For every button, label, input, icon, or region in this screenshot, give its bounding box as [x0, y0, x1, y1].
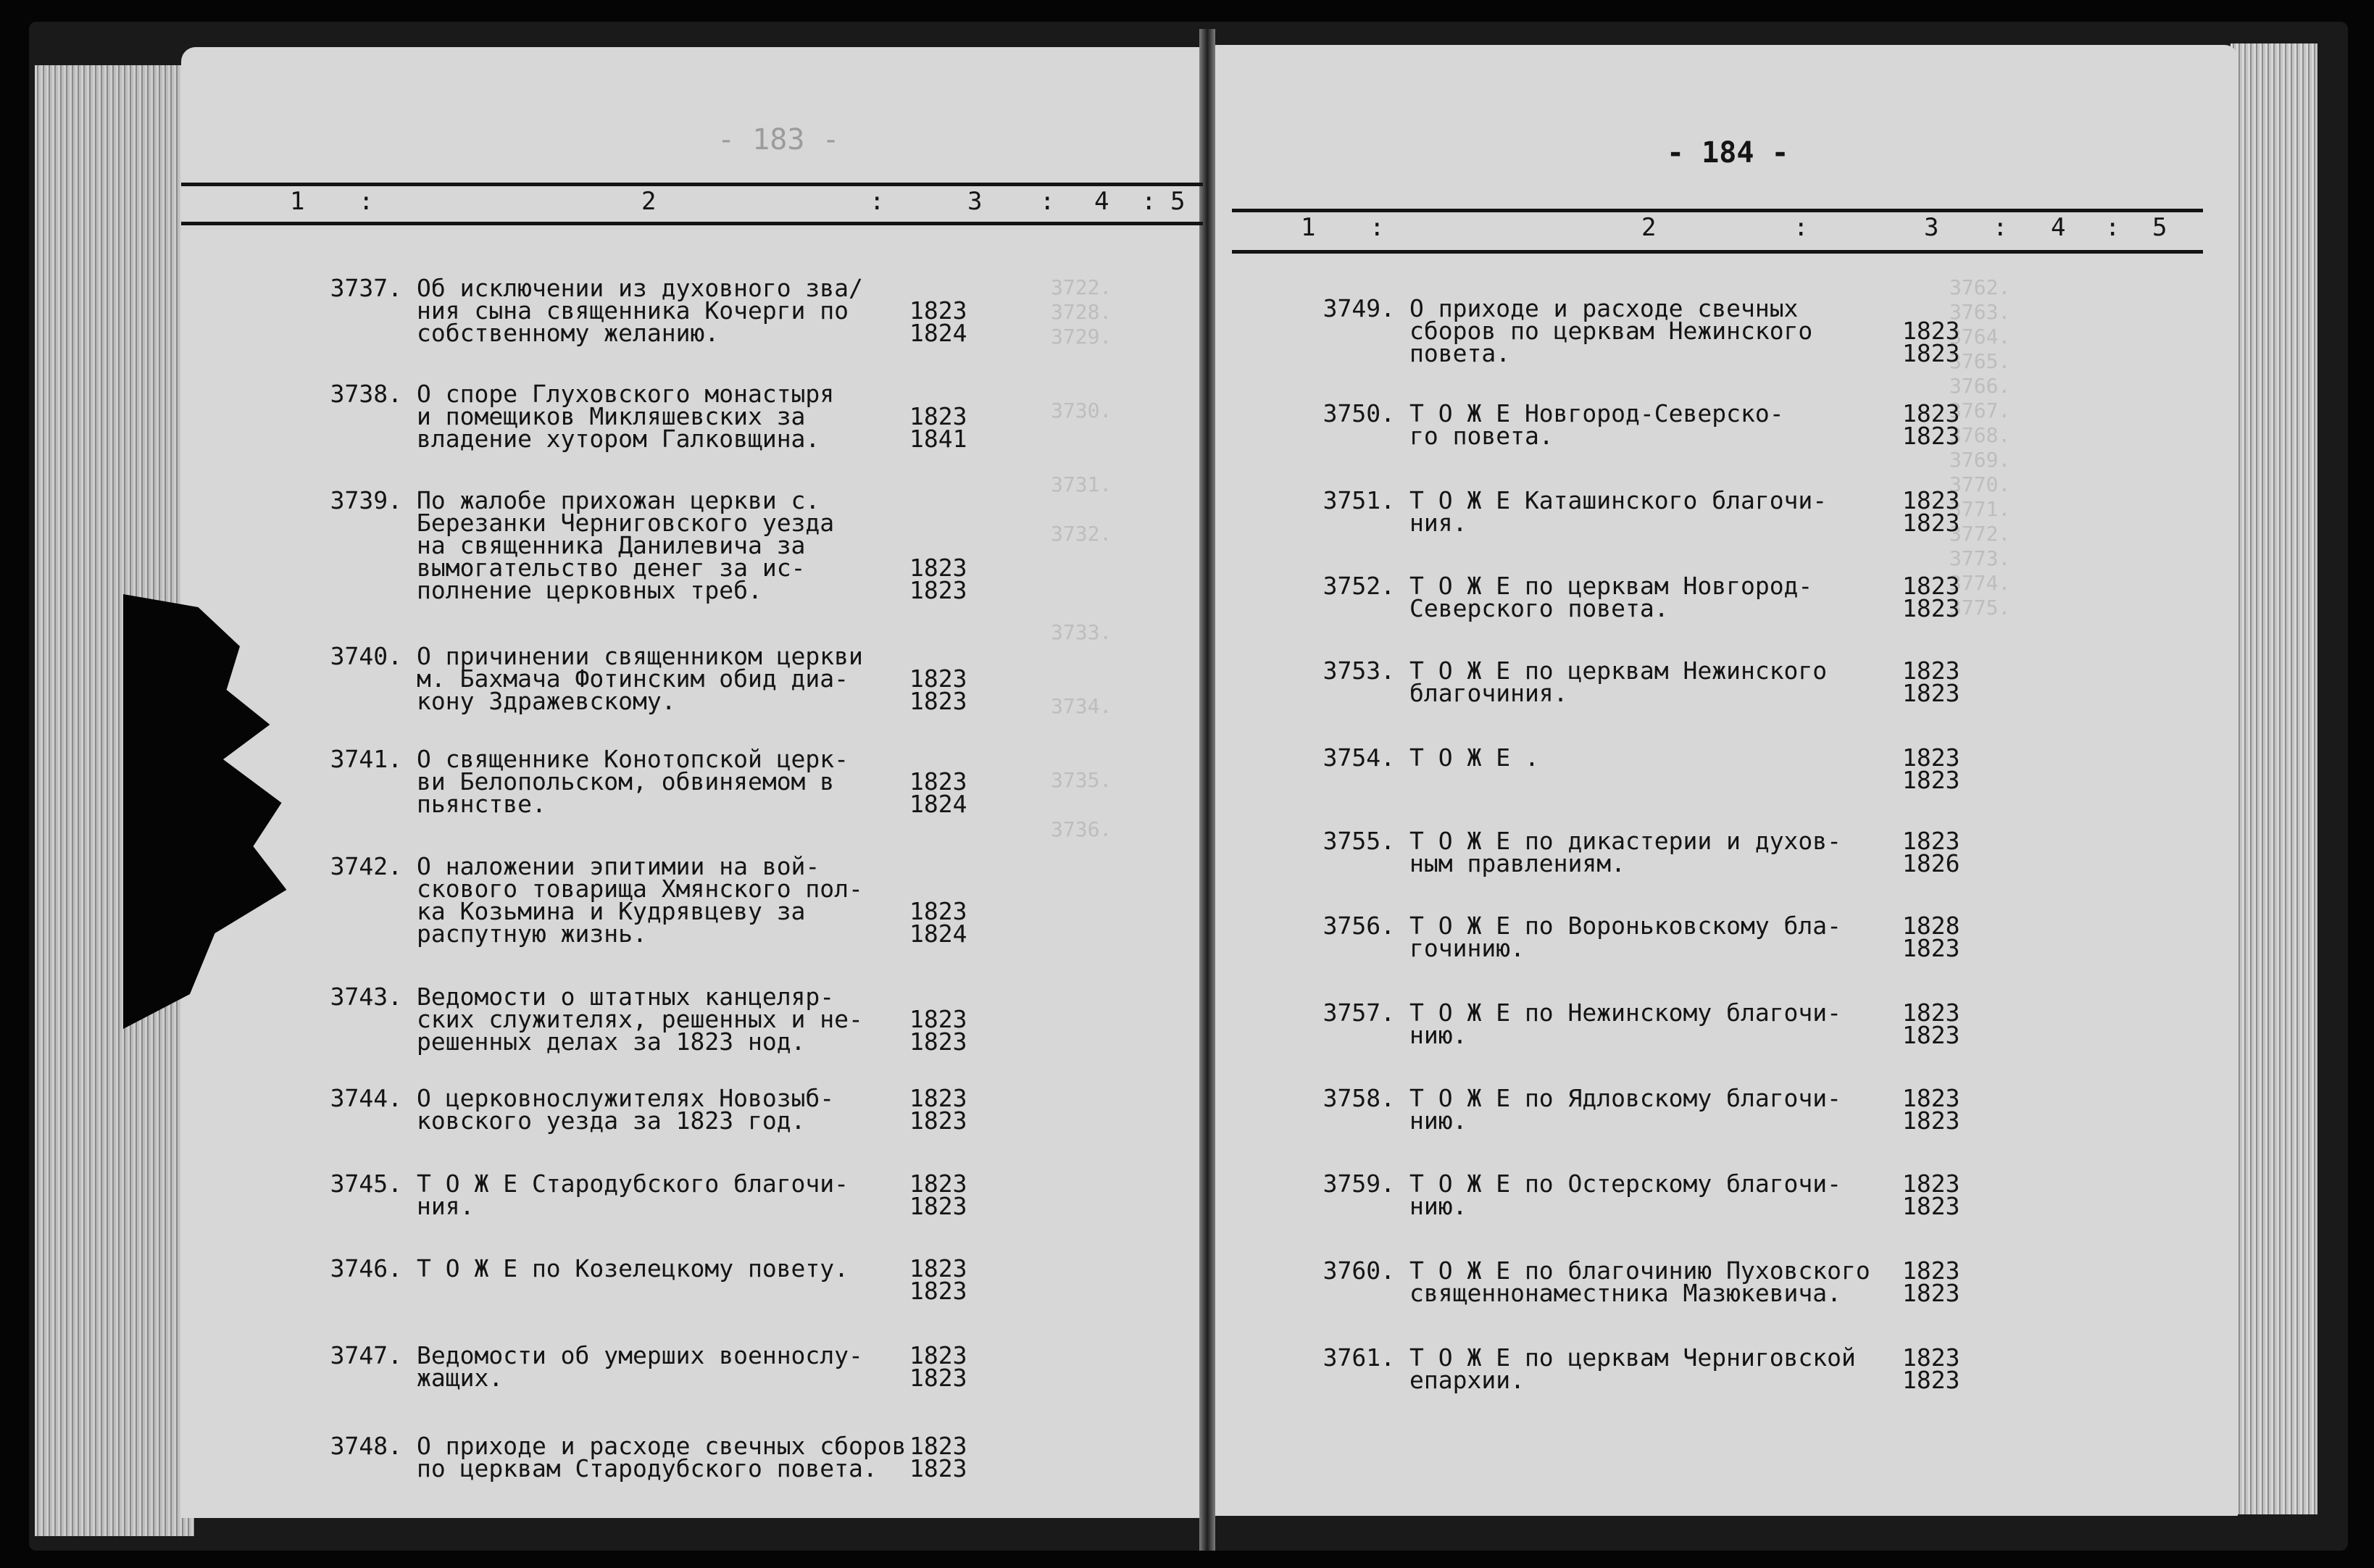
entry-year: 1823	[1902, 509, 1960, 537]
entry-year: 1823	[1902, 339, 1960, 367]
entry-year: 1823	[909, 1432, 967, 1460]
entry-description: Т О Ж Е Новгород-Северско- го повета.	[1409, 399, 1784, 450]
entry-number: 3758.	[1323, 1084, 1395, 1112]
entry-year: 1823	[1902, 1021, 1960, 1049]
entry-years	[909, 897, 996, 948]
column-header-label: 5	[2152, 213, 2167, 242]
entry-year: 1823	[909, 1364, 967, 1392]
entry-year: 1824	[909, 790, 967, 818]
entry-description: О церковнослужителях Новозыб- ковского уезда за 1823 год.	[417, 1084, 835, 1135]
entry-year: 1823	[1902, 1106, 1960, 1135]
entry-number: 3746.	[330, 1254, 402, 1283]
right-page-number: - 184 -	[1667, 136, 1789, 170]
entry-year: 1823	[1902, 766, 1960, 794]
entry-year: 1823	[909, 296, 967, 325]
entry-years	[909, 1432, 996, 1482]
column-header-label: :	[2105, 213, 2120, 242]
entry-number: 3759.	[1323, 1169, 1395, 1198]
entry-description: Об исключении из духовного зва/ ния сына священника Кочерги по собственному желанию.	[417, 274, 863, 347]
entry-number: 3751.	[1323, 486, 1395, 514]
entry-number: 3741.	[330, 745, 402, 773]
entry-description: По жалобе прихожан церкви с. Березанки Черниговского уезда на священника Данилевича за вымогательство денег за ис- полнение церковных треб.	[417, 486, 835, 604]
entry-year: 1823	[1902, 1256, 1960, 1285]
entry-year: 1823	[909, 402, 967, 430]
entry-year: 1823	[909, 1254, 967, 1283]
column-header-label: 2	[641, 187, 657, 216]
right-page-edges	[2231, 43, 2317, 1514]
entry-description: Т О Ж Е по дикастерии и духов- ным правлениям.	[1409, 827, 1842, 877]
entry-description: Ведомости об умерших военнослу- жащих.	[417, 1341, 863, 1392]
entry-year: 1823	[1902, 572, 1960, 600]
entry-year: 1823	[1902, 317, 1960, 345]
entry-number: 3743.	[330, 983, 402, 1011]
entry-number: 3738.	[330, 380, 402, 408]
entry-number: 3755.	[1323, 827, 1395, 855]
entry-description: О споре Глуховского монастыря и помещиков Микляшевских за владение хутором Галковщина.	[417, 380, 835, 453]
entry-year: 1823	[1902, 827, 1960, 855]
entry-year: 1823	[1902, 594, 1960, 622]
entry-year: 1828	[1902, 912, 1960, 940]
entry-description: Т О Ж Е по Нежинскому благочи- нию.	[1409, 998, 1842, 1049]
entry-description: Т О Ж Е Каташинского благочи- ния.	[1409, 486, 1828, 537]
entry-years	[1902, 1169, 1989, 1220]
entry-years	[909, 1169, 996, 1220]
left-header-rule-top	[181, 183, 1203, 186]
entry-number: 3754.	[1323, 743, 1395, 772]
entry-years	[909, 1254, 996, 1305]
entry-description: Т О Ж Е по церквам Черниговской епархии.	[1409, 1343, 1856, 1394]
entry-year: 1826	[1902, 849, 1960, 877]
entry-year: 1823	[909, 1106, 967, 1135]
entry-number: 3749.	[1323, 294, 1395, 322]
bleed-through-text: 3722. 3728. 3729. 3730. 3731. 3732. 3733. 3734. 3735. 3736.	[1051, 275, 1112, 841]
entry-number: 3750.	[1323, 399, 1395, 428]
column-header-label: 1	[1301, 213, 1316, 242]
entry-year: 1823	[1902, 486, 1960, 514]
entry-description: Т О Ж Е по благочинию Пуховского священнонаместника Мазюкевича.	[1409, 1256, 1870, 1307]
entry-number: 3744.	[330, 1084, 402, 1112]
entry-years	[909, 1341, 996, 1392]
entry-description: О священнике Конотопской церк- ви Белопольском, обвиняемом в пьянстве.	[417, 745, 849, 818]
entry-number: 3757.	[1323, 998, 1395, 1027]
entry-year: 1824	[909, 919, 967, 948]
left-page-number: - 183 -	[717, 123, 840, 157]
right-header-rule-top	[1232, 209, 2203, 212]
entry-year: 1823	[1902, 998, 1960, 1027]
left-header-rule-bottom	[181, 222, 1203, 225]
entry-year: 1823	[1902, 656, 1960, 685]
column-header-label: :	[1794, 213, 1809, 242]
entry-years	[1902, 827, 1989, 877]
column-header-label: 4	[2051, 213, 2066, 242]
entry-year: 1823	[909, 1084, 967, 1112]
entry-years	[1902, 1084, 1989, 1135]
entry-description: Т О Ж Е по Козелецкому повету.	[417, 1254, 849, 1283]
entry-year: 1823	[909, 1277, 967, 1305]
entry-number: 3745.	[330, 1169, 402, 1198]
column-header-label: 4	[1094, 187, 1109, 216]
entry-years	[909, 1005, 996, 1056]
entry-years	[909, 1084, 996, 1135]
entry-number: 3739.	[330, 486, 402, 514]
entry-years	[1902, 656, 1989, 707]
right-header-rule-bottom	[1232, 250, 2203, 254]
entry-years	[1902, 572, 1989, 622]
entry-years	[909, 767, 996, 818]
entry-year: 1823	[909, 1027, 967, 1056]
entry-year: 1823	[1902, 743, 1960, 772]
entry-year: 1823	[1902, 1084, 1960, 1112]
entry-description: Т О Ж Е .	[1409, 743, 1539, 772]
entry-year: 1823	[909, 687, 967, 715]
column-header-label: 3	[1924, 213, 1939, 242]
entry-year: 1823	[909, 1192, 967, 1220]
entry-year: 1823	[909, 1454, 967, 1482]
column-header-label: :	[1993, 213, 2008, 242]
entry-description: Т О Ж Е по церквам Нежинского благочиния.	[1409, 656, 1828, 707]
column-header-label: :	[1141, 187, 1157, 216]
column-header-label: :	[1040, 187, 1055, 216]
entry-year: 1823	[909, 897, 967, 925]
book-spine	[1199, 29, 1215, 1551]
entry-description: Т О Ж Е по Вороньковскому бла- гочинию.	[1409, 912, 1842, 962]
entry-description: Т О Ж Е по церквам Новгород- Северского повета.	[1409, 572, 1813, 622]
entry-years	[1902, 743, 1989, 794]
entry-number: 3747.	[330, 1341, 402, 1369]
entry-description: Т О Ж Е по Остерскому благочи- нию.	[1409, 1169, 1842, 1220]
column-header-label: :	[870, 187, 885, 216]
entry-year: 1841	[909, 425, 967, 453]
entry-year: 1823	[1902, 1192, 1960, 1220]
entry-years	[909, 554, 996, 604]
entry-number: 3756.	[1323, 912, 1395, 940]
entry-number: 3761.	[1323, 1343, 1395, 1372]
entry-description: О приходе и расходе свечных сборов по церквам Нежинского повета.	[1409, 294, 1813, 367]
entry-number: 3737.	[330, 274, 402, 302]
entry-year: 1823	[1902, 679, 1960, 707]
entry-year: 1823	[909, 1341, 967, 1369]
column-header-label: :	[1370, 213, 1385, 242]
entry-description: О приходе и расходе свечных сборов по церквам Стародубского повета.	[417, 1432, 907, 1482]
entry-year: 1823	[1902, 1366, 1960, 1394]
entry-years	[1902, 317, 1989, 367]
entry-year: 1823	[909, 664, 967, 693]
entry-year: 1823	[909, 554, 967, 582]
entry-number: 3753.	[1323, 656, 1395, 685]
entry-year: 1823	[1902, 1169, 1960, 1198]
entry-years	[1902, 998, 1989, 1049]
entry-year: 1823	[1902, 1279, 1960, 1307]
column-header-label: :	[359, 187, 374, 216]
column-header-label: 1	[290, 187, 305, 216]
entry-year: 1823	[909, 1005, 967, 1033]
entry-year: 1823	[1902, 422, 1960, 450]
entry-years	[909, 664, 996, 715]
entry-year: 1824	[909, 319, 967, 347]
entry-years	[1902, 1256, 1989, 1307]
entry-year: 1823	[1902, 1343, 1960, 1372]
entry-number: 3740.	[330, 642, 402, 670]
entry-description: Т О Ж Е Стародубского благочи- ния.	[417, 1169, 849, 1220]
entry-year: 1823	[909, 767, 967, 796]
entry-years	[1902, 399, 1989, 450]
entry-number: 3760.	[1323, 1256, 1395, 1285]
column-header-label: 3	[967, 187, 983, 216]
entry-year: 1823	[1902, 399, 1960, 428]
entry-years	[909, 402, 996, 453]
entry-description: Ведомости о штатных канцеляр- ских служителях, решенных и не- решенных делах за 1823 нод.	[417, 983, 863, 1056]
entry-year: 1823	[909, 1169, 967, 1198]
entry-number: 3748.	[330, 1432, 402, 1460]
entry-year: 1823	[1902, 934, 1960, 962]
column-header-label: 2	[1641, 213, 1657, 242]
entry-years	[1902, 1343, 1989, 1394]
column-header-label: 5	[1170, 187, 1186, 216]
entry-years	[909, 296, 996, 347]
entry-years	[1902, 486, 1989, 537]
entry-description: О причинении священником церкви м. Бахмача Фотинским обид диа- кону Здражевскому.	[417, 642, 863, 715]
entry-description: О наложении эпитимии на вой- скового товарища Хмянского пол- ка Козьмина и Кудрявцеву за распутную жизнь.	[417, 852, 863, 948]
entry-number: 3742.	[330, 852, 402, 880]
entry-number: 3752.	[1323, 572, 1395, 600]
entry-year: 1823	[909, 576, 967, 604]
bleed-through-text: 3762. 3763. 3764. 3765. 3766. 3767. 3768. 3769. 3770. 3771. 3772. 3773. 3774. 3775.	[1949, 275, 2011, 620]
entry-description: Т О Ж Е по Ядловскому благочи- нию.	[1409, 1084, 1842, 1135]
entry-years	[1902, 912, 1989, 962]
